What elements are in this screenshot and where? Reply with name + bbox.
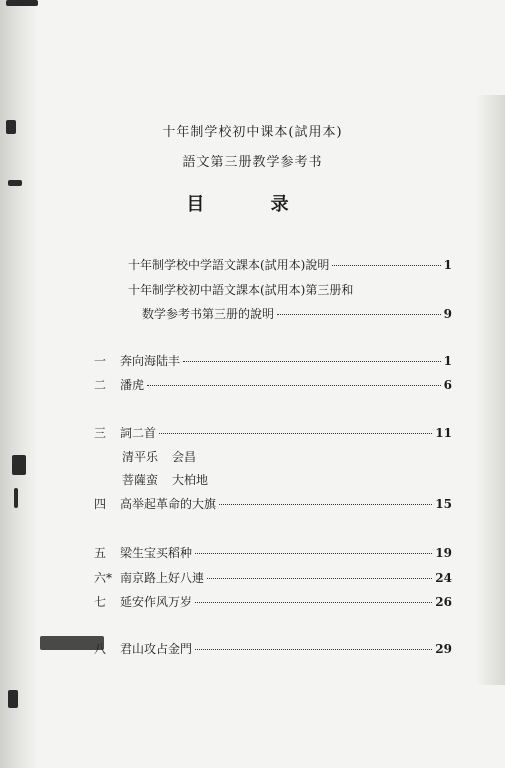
toc-heading: 目 录 — [186, 194, 319, 215]
toc-entry-title: 数学参考书第三册的說明 — [142, 307, 275, 321]
toc-entry-page: 1 — [443, 354, 452, 368]
toc-entry-page: 9 — [443, 307, 452, 321]
toc-entry-page: 11 — [435, 426, 452, 440]
toc-entry-page: 19 — [435, 546, 452, 560]
toc-entry-number: 四 — [94, 497, 107, 511]
toc-entry-number: 二 — [94, 378, 107, 392]
toc-entry-number: 八 — [94, 642, 107, 656]
toc-entry-title: 南京路上好八連 — [120, 571, 205, 585]
toc-entry-title: 詞二首 — [120, 426, 157, 440]
toc-entry — [94, 424, 452, 441]
poem-title: 清平乐 — [122, 450, 159, 464]
book-series-title: 十年制学校初中课本(試用本) — [162, 125, 343, 140]
toc-entry-number: 六* — [94, 571, 113, 585]
toc-entry-title: 梁生宝买稻种 — [120, 546, 193, 560]
toc-entry-title: 十年制学校初中語文課本(試用本)第三册和 — [128, 283, 354, 297]
dot-leader — [219, 504, 432, 505]
poem-title: 菩薩蛮 — [122, 473, 159, 487]
dot-leader — [277, 314, 441, 315]
toc-entry-title: 高举起革命的大旗 — [120, 497, 217, 511]
ink-blot — [8, 690, 18, 708]
dot-leader — [195, 602, 432, 603]
dot-leader — [147, 385, 441, 386]
ink-blot — [14, 488, 18, 508]
toc-entry-page: 1 — [443, 258, 452, 272]
dot-leader — [195, 553, 432, 554]
toc-entry-title: 潘虎 — [120, 378, 145, 392]
toc-entry-title: 延安作风万岁 — [120, 595, 193, 609]
toc-entry-page: 24 — [435, 571, 452, 585]
toc-entry — [94, 495, 452, 512]
toc-entry-page: 26 — [435, 595, 452, 609]
poem-subtitle: 大柏地 — [172, 473, 209, 487]
dot-leader — [183, 361, 441, 362]
toc-entry — [94, 544, 452, 561]
toc-entry-page: 6 — [443, 378, 452, 392]
toc-entry — [94, 352, 452, 369]
dot-leader — [332, 265, 440, 266]
ink-blot — [6, 0, 38, 6]
book-volume-title: 語文第三册教学参考书 — [182, 155, 323, 170]
toc-entry-page: 15 — [435, 497, 452, 511]
toc-entry-title: 奔向海陆丰 — [120, 354, 181, 368]
poem-subtitle: 会昌 — [172, 450, 197, 464]
toc-sub-entry — [122, 471, 222, 488]
toc-entry — [94, 593, 452, 610]
left-margin-shadow — [0, 0, 38, 768]
toc-entry — [94, 376, 452, 393]
toc-entry-number: 三 — [94, 426, 107, 440]
toc-entry-title: 君山攻占金門 — [120, 642, 193, 656]
toc-entry-number: 一 — [94, 354, 107, 368]
toc-entry-number: 五 — [94, 546, 107, 560]
dot-leader — [207, 578, 432, 579]
ink-blot — [8, 180, 22, 186]
toc-intro-entry — [128, 281, 353, 298]
ink-blot — [12, 455, 26, 475]
dot-leader — [159, 433, 432, 434]
toc-entry-title: 十年制学校中学語文課本(試用本)說明 — [128, 258, 330, 272]
right-page-edge — [475, 95, 505, 685]
toc-entry — [94, 640, 452, 657]
toc-intro-entry — [142, 305, 452, 322]
dot-leader — [195, 649, 432, 650]
toc-entry — [94, 569, 452, 586]
toc-intro-entry — [128, 256, 452, 273]
toc-sub-entry — [122, 448, 210, 465]
toc-entry-number: 七 — [94, 595, 107, 609]
toc-entry-page: 29 — [435, 642, 452, 656]
